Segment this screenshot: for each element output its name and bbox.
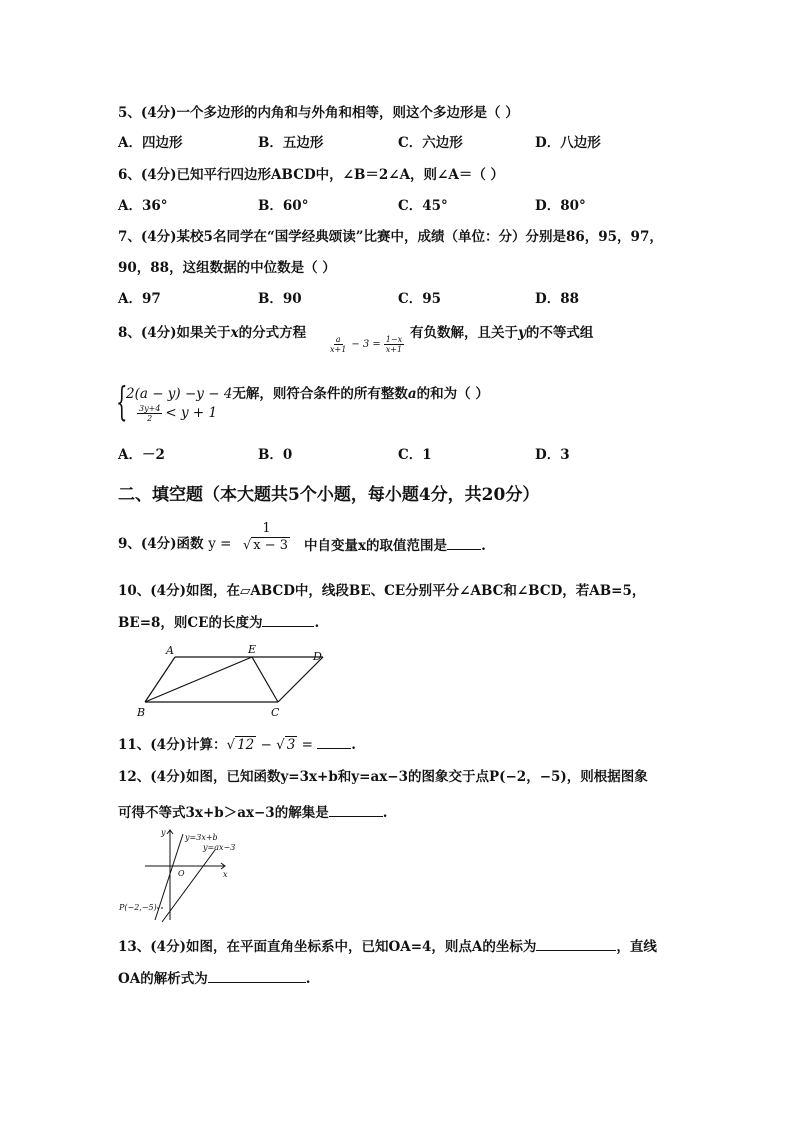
q8-sys-line2-tail: < y + 1 [165,405,218,421]
q8-option-b: B．0 [258,447,293,463]
q8-frac1 [328,335,348,354]
q13-answer-blank-2[interactable] [208,968,306,983]
q8-option-c: C．1 [398,447,432,463]
q13-line1 [118,936,657,956]
q8-option-d: D．3 [535,447,570,463]
q8-stem-part3: 有负数解，且关于 [410,325,518,341]
q12-label-p: P(−2,−5) [119,903,157,912]
q13-line1-text: 13、(4分)如图，在平面直角坐标系中，已知OA=4，则点A的坐标为 [118,939,537,955]
q9-stem [118,535,232,553]
q5-option-a: A．四边形 [118,135,183,151]
q8-frac1-num: a [335,335,341,344]
q10-segment-ce [252,657,278,702]
q11-expression: √ 12 − √ 3 = [226,737,318,753]
q8-stem-part1: 8、(4分)如果关于 [118,325,231,341]
q10-end: . [314,615,320,631]
q8-sys-frac [137,404,162,423]
q8-sys-frac-den: 2 [147,414,153,423]
q10-line2-text: BE=8，则CE的长度为 [118,615,263,631]
q9-stem-tail [304,535,486,555]
q10-label-d: D [313,650,322,663]
q7-option-c: C．95 [398,291,442,307]
q9-num: 1 [256,521,276,538]
q10-label-c: C [271,706,280,719]
q8-brace: { [116,379,128,426]
q8-minus-three: − 3 = [351,339,381,350]
q11-end: . [351,737,356,753]
q8-var-x: x [230,325,239,341]
q9-answer-blank[interactable] [447,535,481,550]
q8-stem-cont [410,324,593,342]
q8-var-y: y [518,325,526,341]
q10-line1: 10、(4分)如图，在▱ABCD中，线段BE、CE分别平分∠ABC和∠BCD，若AB=5， [118,583,646,599]
q11-equals: = [297,737,318,753]
q8-equation [325,335,407,354]
q12-function-graph [115,826,255,926]
q8-sys-line1-tail: 无解，则符合条件的所有整数 [232,386,408,402]
q5-option-c: C．六边形 [398,135,463,151]
q12-end: . [382,805,388,821]
q8-sys-line1-tail2: 的和为（ ） [416,386,489,402]
q9-func-lhs: y = [208,536,232,552]
q12-label-x: x [223,870,228,879]
q7-stem-line1: 7、(4分)某校5名同学在“国学经典颂读”比赛中，成绩（单位：分）分别是86，95，97， [118,229,663,245]
q13-line1-tail: ，直线 [616,939,657,955]
section-title: 二、填空题（本大题共5个小题，每小题4分，共20分） [118,485,540,505]
q12-line2-text: 可得不等式3x+b＞ax−3的解集是 [118,805,329,821]
q8-frac2-num: 1−x [385,335,403,344]
q10-label-b: B [137,706,146,719]
q13-answer-blank-1[interactable] [536,936,616,951]
q12-label-line2: y=ax−3 [203,843,236,852]
q9-den-radicand: x − 3 [253,538,289,553]
q12-answer-blank[interactable] [329,802,383,817]
q9-suffix: 中自变量x的取值范围是 [304,538,448,554]
q12-label-y: y [161,828,166,837]
q8-var-a: a [407,386,417,402]
q7-option-a: A．97 [118,291,161,307]
q6-option-d: D．80° [535,198,586,214]
q6-option-b: B．60° [258,198,309,214]
q12-label-line1: y=3x+b [185,833,218,842]
q6-option-c: C．45° [398,198,448,214]
q10-segment-be [145,657,252,702]
q13-line2 [118,968,310,988]
q10-line2 [118,612,319,632]
q7-option-d: D．88 [535,291,579,307]
q8-sys-frac-num: 3y+4 [139,404,161,413]
q11-answer-blank[interactable] [317,734,351,749]
q9-den: √ x − 3 [243,538,289,553]
q8-frac2 [384,335,404,354]
q12-line2 [118,802,387,822]
q9-fraction [240,521,293,554]
q11-minus: − [256,737,277,753]
q12-label-o: O [178,869,185,878]
q13-end: . [305,971,311,987]
q13-line2-text: OA的解析式为 [118,971,208,987]
q10-answer-blank[interactable] [262,612,314,627]
q8-option-a: A．－2 [118,447,165,463]
q9-end: . [481,538,486,554]
q8-frac2-den: x+1 [385,345,403,354]
q9-prefix: 9、(4分)函数 [118,536,204,552]
q8-stem [118,324,306,342]
q10-label-e: E [248,643,257,656]
q10-parallelogram-figure [130,640,340,720]
q11-prefix: 11、(4分)计算： [118,737,227,753]
q10-label-a: A [166,644,174,657]
q10-edge-dc [278,657,323,702]
q9-bigfrac [243,521,290,554]
q11-stem [118,734,356,754]
q7-stem-line2: 90，88，这组数据的中位数是（ ） [118,260,336,276]
q8-stem-part2: 的分式方程 [238,325,307,341]
q5-option-b: B．五边形 [258,135,324,151]
q5-option-d: D．八边形 [535,135,601,151]
q12-line1: 12、(4分)如图，已知函数y=3x+b和y=ax−3的图象交于点P(−2，−5)，则根据图象 [118,769,648,785]
q8-sys-line2 [134,404,217,423]
q11-radicand-2: 3 [286,737,296,753]
q6-option-a: A．36° [118,198,168,214]
q7-option-b: B．90 [258,291,302,307]
q8-sys-line1-expr: 2(a − y) −y − 4 [126,386,233,402]
q8-stem-part4: 的不等式组 [525,325,594,341]
q5-stem: 5、(4分)一个多边形的内角和与外角和相等，则这个多边形是（ ） [118,105,519,121]
q11-radicand-1: 12 [237,737,255,753]
q6-stem: 6、(4分)已知平行四边形ABCD中，∠B＝2∠A，则∠A＝（ ） [118,167,505,183]
q8-sys-line1 [126,385,489,403]
q8-frac1-den: x+1 [330,345,347,354]
